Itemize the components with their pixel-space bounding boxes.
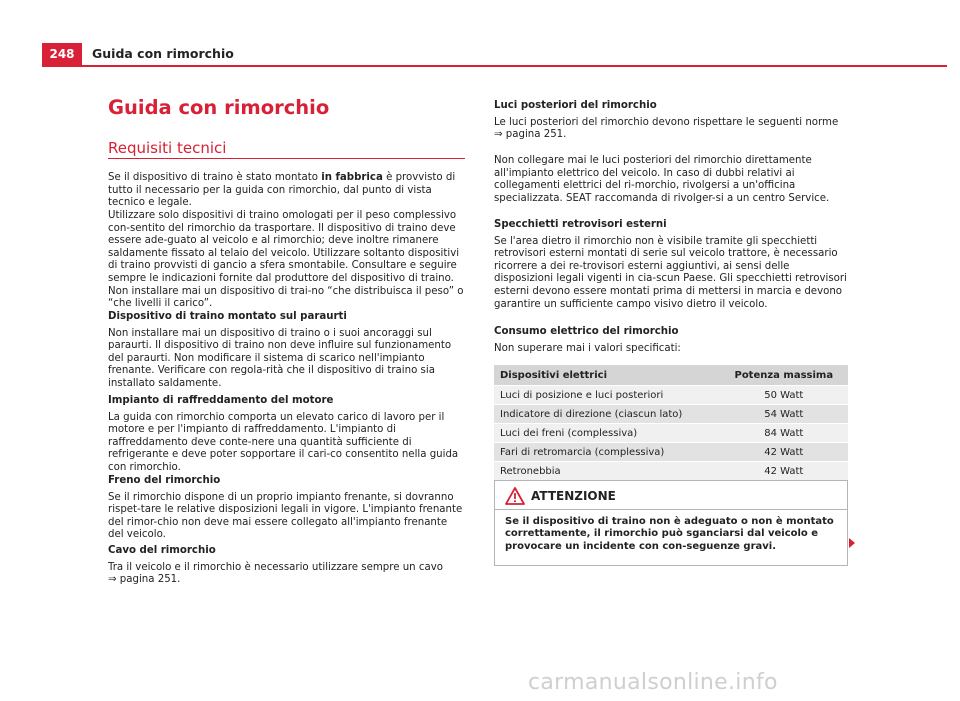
table-cell-device: Luci di posizione e luci posteriori [494,386,720,405]
lights-section [494,100,848,142]
electrical-paragraph: Non collegare mai le luci posteriori del rimorchio direttamente all'impianto elettrico del veicolo. In caso di dubbi relativi ai collegamenti elettrici del ri-morchio, rivolgersi a un'officina specializzata. SEAT raccomanda di rivolger-si a un centro Service. [494,155,830,204]
cable-title: Cavo del rimorchio [108,545,216,556]
table-cell-device: Indicatore di direzione (ciascun lato) [494,405,720,424]
intro-paragraph: Se il dispositivo di traino è stato montato in fabbrica è provvisto di tutto il necessario per la guida con rimorchio, dal punto di vista tecnico e legale. [108,172,456,209]
watermark: carmanualsonline.info [528,670,778,695]
weight-paragraph: Utilizzare solo dispositivi di traino omologati per il peso complessivo con-sentito del rimorchio da trasportare. Il dispositivo di traino deve essere ade-guato al veicolo e al rimorchio; deve inoltre rimanere saldamente fissato al telaio del veicolo. Utilizzare soltanto dispositivi di traino provvisti di gancio a sfera smontabile. Consultare e seguire sempre le indicazioni fornite dal produttore del dispositivo di traino. Non installare mai un dispositivo di trai-no “che distribuisca il peso” o “che livelli il carico”. [108,210,464,310]
table-row [494,386,848,405]
cable-page-ref[interactable]: ⇒ pagina 251. [108,574,181,586]
table-row [494,462,848,481]
lights-page-ref[interactable]: ⇒ pagina 251. [494,129,567,141]
brake-text: Se il rimorchio dispone di un proprio impianto frenante, si dovranno rispet-tare le relative disposizioni legali in vigore. L'impianto frenante del rimor-chio non deve mai essere collegato all'impianto frenante del veicolo. [108,491,463,541]
table-header-devices: Dispositivi elettrici [494,365,720,386]
subtitle-rule [108,158,465,159]
table-cell-power: 84 Watt [720,424,848,443]
consumption-section [494,326,848,355]
bumper-title: Dispositivo di traino montato sul paraurti [108,311,347,322]
bumper-section [108,311,465,391]
table-cell-power: 42 Watt [720,443,848,462]
warning-header [495,481,847,510]
section-subtitle: Requisiti tecnici [108,139,227,157]
intro-bold: in fabbrica [321,172,383,183]
lights-text: Le luci posteriori del rimorchio devono rispettare le seguenti norme [494,116,839,128]
header-rule [42,65,947,67]
lights-title: Luci posteriori del rimorchio [494,100,657,111]
cooling-title: Impianto di raffreddamento del motore [108,395,334,406]
mirrors-title: Specchietti retrovisori esterni [494,219,667,230]
cable-section [108,545,465,587]
table-row [494,405,848,424]
table-row [494,424,848,443]
warning-triangle-icon [505,487,525,505]
table-cell-power: 42 Watt [720,462,848,481]
table-cell-power: 50 Watt [720,386,848,405]
mirrors-text: Se l'area dietro il rimorchio non è visibile tramite gli specchietti retrovisori esterni montati di serie sul veicolo trattore, è necessario ricorrere a dei re-trovisori esterni aggiuntivi, ai sensi delle disposizioni legali vigenti in cia-scun Paese. Gli specchietti retrovisori esterni devono essere montati prima di mettersi in marcia e devono garantire un sufficiente campo visivo dietro il veicolo. [494,235,847,310]
consumption-title: Consumo elettrico del rimorchio [494,326,679,337]
warning-text: Se il dispositivo di traino non è adeguato o non è montato correttamente, il rimorchio può sganciarsi dal veicolo e provocare un incidente con con-seguenze gravi. [505,516,834,552]
cooling-text: La guida con rimorchio comporta un elevato carico di lavoro per il motore e per l'impianto di raffreddamento. L'impianto di raffreddamento deve conte-nere una quantità sufficiente di refrigerante e deve poter sopportare il cari-co consentito nella guida con rimorchio. [108,411,459,473]
table-cell-power: 54 Watt [720,405,848,424]
bumper-text: Non installare mai un dispositivo di traino o i suoi ancoraggi sul paraurti. Il dispositivo di traino non deve influire sul funzionamento del paraurti. Non modificare il sistema di scarico nell'impianto frenante. Verificare con regola-rità che il dispositivo di traino sia installato saldamente. [108,327,452,389]
cooling-section [108,395,465,475]
table-row [494,443,848,462]
consumption-text: Non superare mai i valori specificati: [494,342,681,354]
page-number: 248 [42,43,82,65]
table-cell-device: Retronebbia [494,462,720,481]
continue-arrow-icon [849,538,855,548]
table-cell-device: Fari di retromarcia (complessiva) [494,443,720,462]
cable-text: Tra il veicolo e il rimorchio è necessario utilizzare sempre un cavo [108,561,443,573]
brake-section [108,475,465,542]
table-header-row [494,365,848,386]
brake-title: Freno del rimorchio [108,475,221,486]
power-table [494,365,848,481]
table-cell-device: Luci dei freni (complessiva) [494,424,720,443]
mirrors-section [494,219,848,311]
table-header-power: Potenza massima [720,365,848,386]
warning-box [494,480,848,566]
page-title: Guida con rimorchio [108,96,330,119]
warning-title: ATTENZIONE [531,489,616,503]
header-title: Guida con rimorchio [92,46,234,61]
